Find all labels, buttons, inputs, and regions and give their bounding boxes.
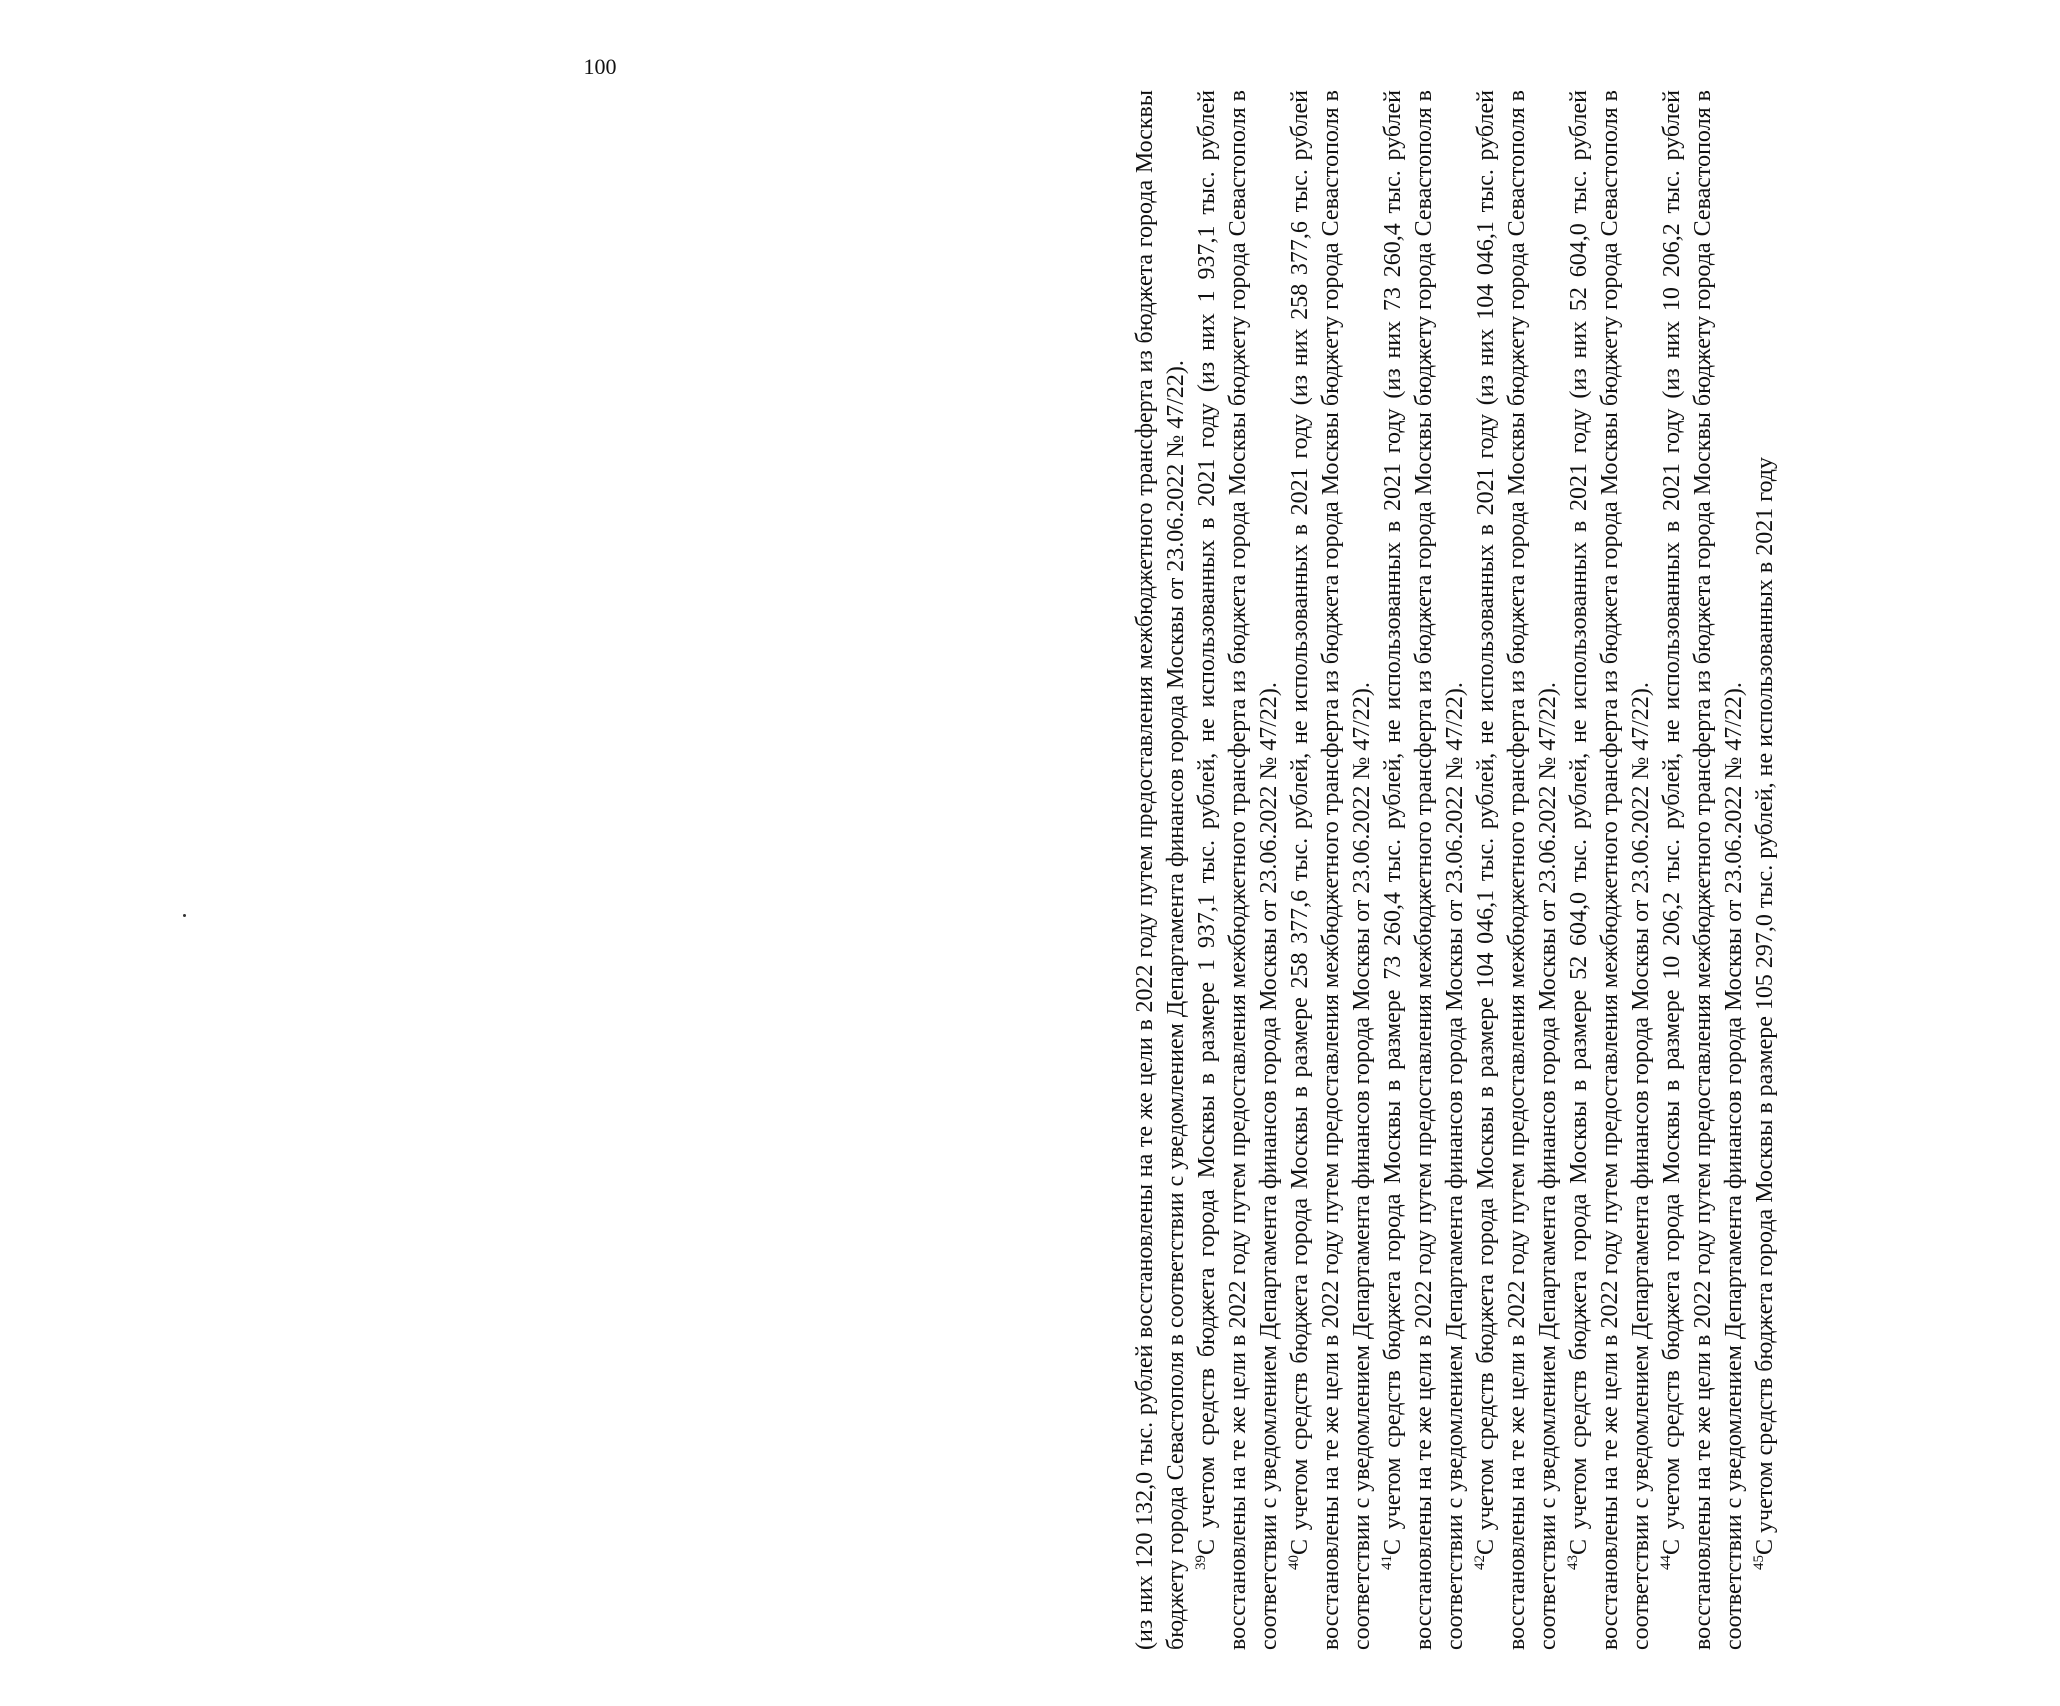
footnote-paragraph [1471,90,1564,1650]
footnote-paragraph [1564,90,1657,1650]
footnote-paragraph [1192,90,1285,1650]
footnote-number: 42 [1472,1555,1488,1570]
scan-speck [183,914,186,917]
footnote-paragraph [1750,90,1781,1650]
footnote-paragraph [1285,90,1378,1650]
footnote-paragraph [1130,90,1192,1650]
footnote-number: 41 [1379,1555,1395,1570]
footnote-text: С учетом средств бюджета города Москвы в размере 52 604,0 тыс. рублей, не использованных в 2021 году (из них 52 604,0 тыс. рублей восстановлены на те же цели в 2022 году путем предоставления межбюджетного трансферта из бюджета города Москвы бюджету города Севастополя в соответствии с уведомлением Департамента финансов города Москвы от 23.06.2022 № 47/22). [1566,90,1654,1650]
footnote-text: С учетом средств бюджета города Москвы в размере 1 937,1 тыс. рублей, не использованных в 2021 году (из них 1 937,1 тыс. рублей восстановлены на те же цели в 2022 году путем предоставления межбюджетного трансферта из бюджета города Москвы бюджету города Севастополя в соответствии с уведомлением Департамента финансов города Москвы от 23.06.2022 № 47/22). [1194,90,1282,1650]
footnote-number: 40 [1286,1555,1302,1570]
footnote-number: 44 [1658,1555,1674,1570]
footnote-text: С учетом средств бюджета города Москвы в размере 73 260,4 тыс. рублей, не использованных в 2021 году (из них 73 260,4 тыс. рублей восстановлены на те же цели в 2022 году путем предоставления межбюджетного трансферта из бюджета города Москвы бюджету города Севастополя в соответствии с уведомлением Департамента финансов города Москвы от 23.06.2022 № 47/22). [1380,90,1468,1650]
footnote-number: 45 [1751,1555,1767,1570]
footnote-number: 39 [1193,1555,1209,1570]
page-number: 100 [583,54,617,79]
footnote-number: 43 [1565,1555,1581,1570]
footnote-text: С учетом средств бюджета города Москвы в размере 104 046,1 тыс. рублей, не использованных в 2021 году (из них 104 046,1 тыс. рублей восстановлены на те же цели в 2022 году путем предоставления межбюджетного трансферта из бюджета города Москвы бюджету города Севастополя в соответствии с уведомлением Департамента финансов города Москвы от 23.06.2022 № 47/22). [1473,90,1561,1650]
footnotes-text-block [1130,90,2060,1650]
footnote-paragraph [1378,90,1471,1650]
footnote-paragraph [1657,90,1750,1650]
footnote-text: С учетом средств бюджета города Москвы в размере 10 206,2 тыс. рублей, не использованных в 2021 году (из них 10 206,2 тыс. рублей восстановлены на те же цели в 2022 году путем предоставления межбюджетного трансферта из бюджета города Москвы бюджету города Севастополя в соответствии с уведомлением Департамента финансов города Москвы от 23.06.2022 № 47/22). [1659,90,1747,1650]
footnote-text: С учетом средств бюджета города Москвы в размере 105 297,0 тыс. рублей, не использованных в 2021 году [1752,456,1778,1555]
footnote-text: (из них 120 132,0 тыс. рублей восстановлены на те же цели в 2022 году путем предоставления межбюджетного трансферта из бюджета города Москвы бюджету города Севастополя в соответствии с уведомлением Департамента финансов города Москвы от 23.06.2022 № 47/22). [1132,90,1189,1650]
footnote-text: С учетом средств бюджета города Москвы в размере 258 377,6 тыс. рублей, не использованных в 2021 году (из них 258 377,6 тыс. рублей восстановлены на те же цели в 2022 году путем предоставления межбюджетного трансферта из бюджета города Москвы бюджету города Севастополя в соответствии с уведомлением Департамента финансов города Москвы от 23.06.2022 № 47/22). [1287,90,1375,1650]
